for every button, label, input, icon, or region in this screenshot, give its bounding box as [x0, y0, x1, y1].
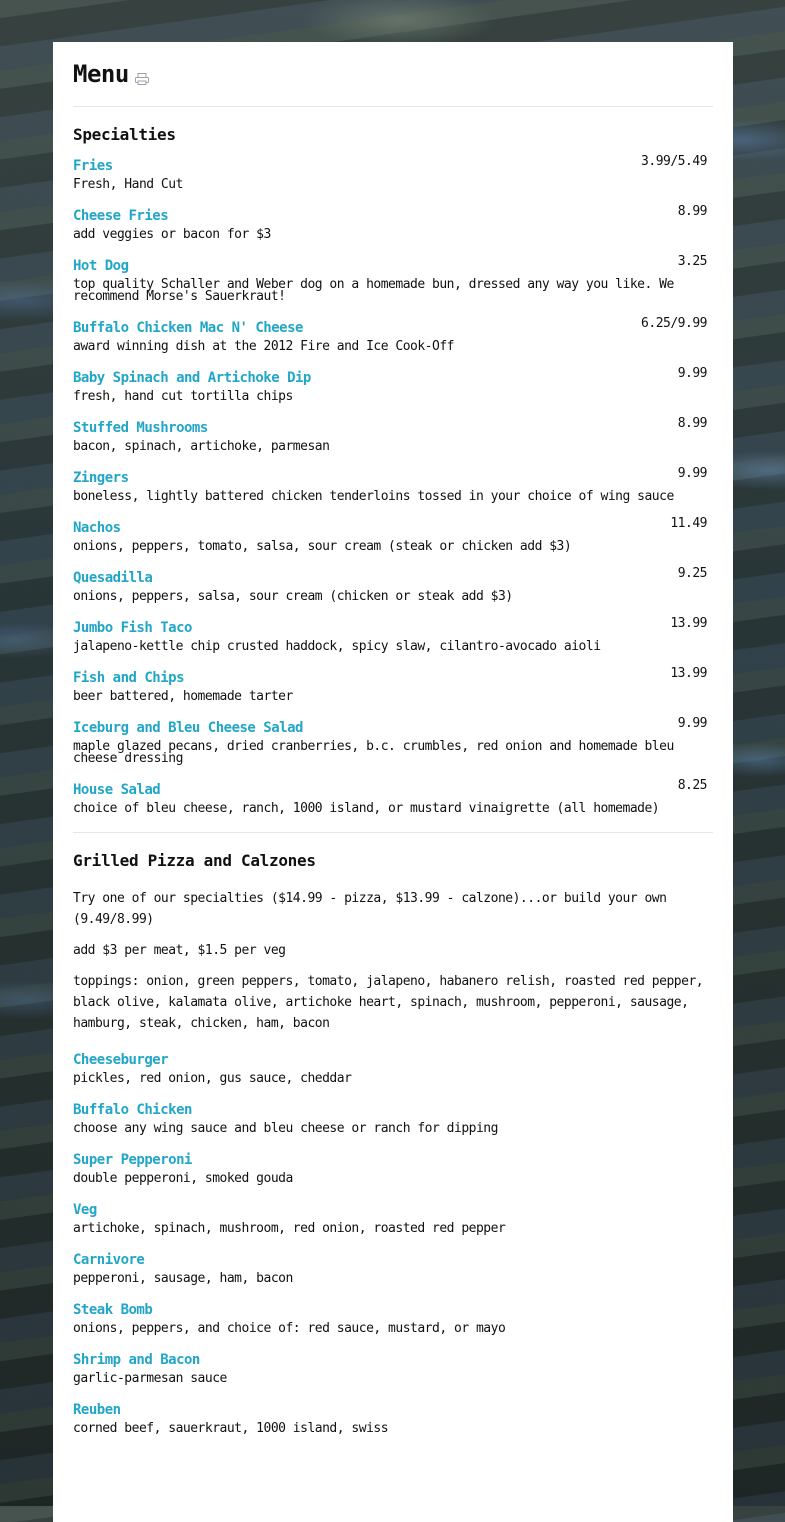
menu-item: [73, 1152, 713, 1187]
section-title: Grilled Pizza and Calzones: [73, 851, 316, 870]
menu-item-name: Baby Spinach and Artichoke Dip: [73, 370, 311, 386]
menu-item: [73, 466, 713, 504]
menu-item: [73, 1052, 713, 1087]
menu-item-description: bacon, spinach, artichoke, parmesan: [73, 439, 330, 454]
specialties-list: [73, 154, 713, 816]
menu-item-price: 9.99: [677, 466, 707, 481]
menu-item-price: 6.25/9.99: [641, 316, 707, 331]
menu-item-name: Super Pepperoni: [73, 1152, 192, 1168]
menu-item-name: Cheese Fries: [73, 208, 169, 224]
menu-item-description: fresh, hand cut tortilla chips: [73, 389, 293, 404]
menu-item-name: Cheeseburger: [73, 1052, 169, 1068]
section-title: Specialties: [73, 125, 176, 144]
menu-item-description: choice of bleu cheese, ranch, 1000 island, or mustard vinaigrette (all homemade): [73, 801, 660, 816]
menu-item: [73, 516, 713, 554]
pizza-toppings: toppings: onion, green peppers, tomato, jalapeno, habanero relish, roasted red pepper, black olive, kalamata olive, artichoke heart, spinach, mushroom, pepperoni, sausage, hamburg, steak, chicken, ham, bacon: [73, 974, 704, 1031]
menu-item-name: Shrimp and Bacon: [73, 1352, 200, 1368]
menu-item-description: artichoke, spinach, mushroom, red onion, roasted red pepper: [73, 1221, 506, 1236]
menu-item-name: Zingers: [73, 470, 129, 486]
menu-item-description: onions, peppers, and choice of: red sauce, mustard, or mayo: [73, 1321, 506, 1336]
pizza-list: [73, 1052, 713, 1437]
menu-item-price: 13.99: [670, 666, 707, 681]
page-header: [73, 42, 713, 90]
menu-item-name: Carnivore: [73, 1252, 145, 1268]
menu-item: [73, 616, 713, 654]
menu-item-name: Buffalo Chicken Mac N' Cheese: [73, 320, 303, 336]
menu-item-description: onions, peppers, salsa, sour cream (chicken or steak add $3): [73, 589, 513, 604]
menu-item-name: Nachos: [73, 520, 121, 536]
menu-item-name: Reuben: [73, 1402, 121, 1418]
menu-item: [73, 566, 713, 604]
menu-item: [73, 1302, 713, 1337]
menu-item-price: 9.99: [677, 366, 707, 381]
menu-item-description: pickles, red onion, gus sauce, cheddar: [73, 1071, 352, 1086]
menu-item-name: Veg: [73, 1202, 97, 1218]
menu-item-description: garlic-parmesan sauce: [73, 1371, 227, 1386]
menu-item-name: House Salad: [73, 782, 161, 798]
menu-item-description: top quality Schaller and Weber dog on a homemade bun, dressed any way you like. We recommend Morse's Sauerkraut!: [73, 277, 674, 304]
menu-card: [53, 42, 733, 1522]
menu-item-description: add veggies or bacon for $3: [73, 227, 271, 242]
menu-item-price: 8.25: [677, 778, 707, 793]
menu-item: [73, 254, 713, 304]
menu-item-price: 3.99/5.49: [641, 154, 707, 169]
menu-item-name: Stuffed Mushrooms: [73, 420, 208, 436]
menu-item-name: Hot Dog: [73, 258, 129, 274]
menu-item: [73, 316, 713, 354]
menu-item: [73, 716, 713, 766]
menu-item: [73, 1402, 713, 1437]
menu-item-name: Steak Bomb: [73, 1302, 153, 1318]
printer-icon[interactable]: [135, 70, 149, 82]
menu-item-description: corned beef, sauerkraut, 1000 island, swiss: [73, 1421, 389, 1436]
menu-item-price: 8.99: [677, 416, 707, 431]
pizza-intro: Try one of our specialties ($14.99 - pizza, $13.99 - calzone)...or build your own (9.49/8.99): [73, 891, 667, 927]
menu-item-price: 3.25: [677, 254, 707, 269]
menu-item-name: Quesadilla: [73, 570, 153, 586]
menu-item-name: Jumbo Fish Taco: [73, 620, 192, 636]
menu-item: [73, 1252, 713, 1287]
menu-item: [73, 204, 713, 242]
menu-item-name: Iceburg and Bleu Cheese Salad: [73, 720, 303, 736]
menu-item-price: 13.99: [670, 616, 707, 631]
menu-item-description: onions, peppers, tomato, salsa, sour cream (steak or chicken add $3): [73, 539, 572, 554]
menu-item: [73, 1102, 713, 1137]
section-pizza: [73, 851, 713, 1437]
menu-item-description: choose any wing sauce and bleu cheese or ranch for dipping: [73, 1121, 498, 1136]
menu-item-price: 9.25: [677, 566, 707, 581]
menu-item: [73, 416, 713, 454]
menu-item-price: 9.99: [677, 716, 707, 731]
menu-item-price: 11.49: [670, 516, 707, 531]
menu-item-description: double pepperoni, smoked gouda: [73, 1171, 293, 1186]
menu-item-name: Fish and Chips: [73, 670, 185, 686]
pizza-addons: add $3 per meat, $1.5 per veg: [73, 943, 286, 958]
menu-item: [73, 666, 713, 704]
menu-item-name: Fries: [73, 158, 113, 174]
menu-item: [73, 1202, 713, 1237]
menu-item-description: Fresh, Hand Cut: [73, 177, 183, 192]
menu-item-description: jalapeno-kettle chip crusted haddock, spicy slaw, cilantro-avocado aioli: [73, 639, 601, 654]
menu-item-description: boneless, lightly battered chicken tenderloins tossed in your choice of wing sauce: [73, 489, 674, 504]
menu-item-description: beer battered, homemade tarter: [73, 689, 293, 704]
divider: [73, 106, 713, 107]
menu-item: [73, 154, 713, 192]
menu-item-name: Buffalo Chicken: [73, 1102, 192, 1118]
section-specialties: [73, 125, 713, 815]
menu-item-description: pepperoni, sausage, ham, bacon: [73, 1271, 293, 1286]
menu-item-description: maple glazed pecans, dried cranberries, b.c. crumbles, red onion and homemade bleu cheese dressing: [73, 739, 674, 766]
page-title: Menu: [73, 60, 129, 88]
menu-item-description: award winning dish at the 2012 Fire and Ice Cook-Off: [73, 339, 454, 354]
divider: [73, 832, 713, 833]
menu-item-price: 8.99: [677, 204, 707, 219]
menu-item: [73, 778, 713, 816]
menu-item: [73, 1352, 713, 1387]
menu-item: [73, 366, 713, 404]
